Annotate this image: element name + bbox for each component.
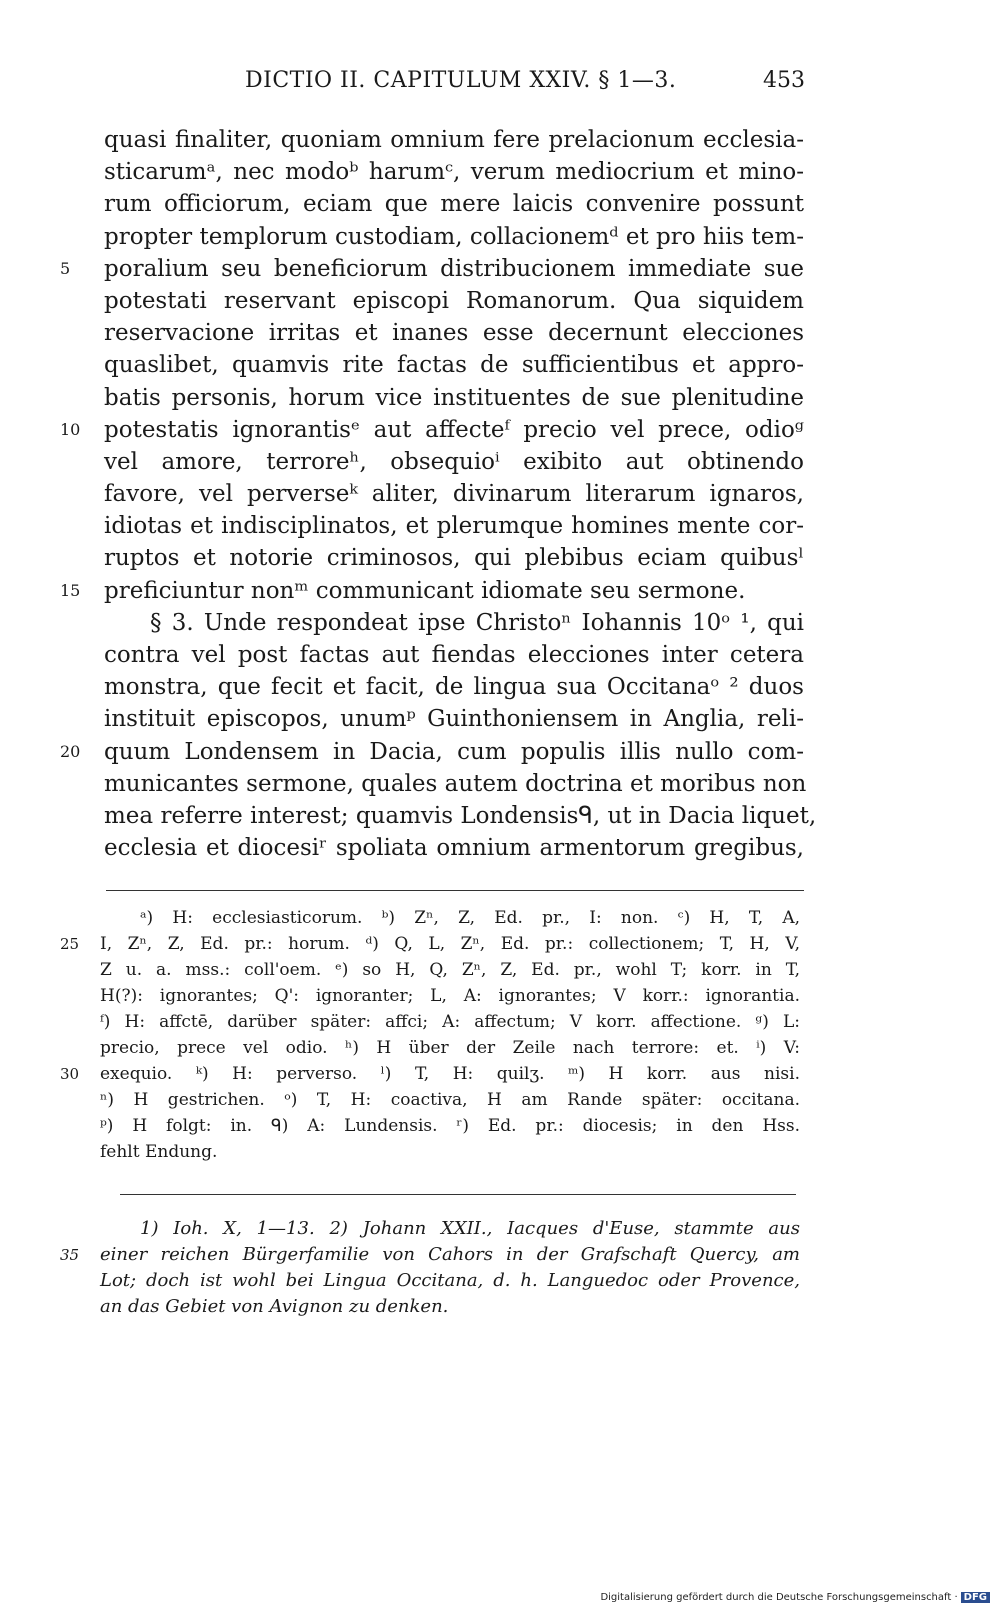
credit-text: Digitalisierung gefördert durch die Deutsche Forschungsgemeinschaft · — [600, 1592, 958, 1603]
apparatus-line — [100, 1139, 800, 1165]
dfg-logo: DFG — [961, 1592, 990, 1603]
line-text: an das Gebiet von Avignon zu denken. — [100, 1296, 449, 1317]
line-text: favore, vel perverseᵏ aliter, divinarum literarum ignaros, — [104, 481, 804, 508]
line-text: einer reichen Bürgerfamilie von Cahors in der Grafschaft Quercy, am — [100, 1244, 800, 1265]
line-text: Lot; doch ist wohl bei Lingua Occitana, d. h. Languedoc oder Provence, — [100, 1270, 800, 1291]
text-line — [104, 607, 804, 639]
line-text: monstra, que fecit et facit, de lingua sua Occitanaᵒ ² duos — [104, 674, 804, 701]
line-text: reservacione irritas et inanes esse decernunt elecciones — [104, 320, 804, 347]
text-line — [104, 478, 804, 510]
line-text: batis personis, horum vice instituentes de sue plenitudine — [104, 384, 804, 411]
line-text: quasi finaliter, quoniam omnium fere prelacionum ecclesia- — [104, 127, 804, 153]
line-text: sticarumᵃ, nec modoᵇ harumᶜ, verum mediocrium et mino- — [104, 159, 804, 186]
apparatus-line — [60, 931, 800, 957]
apparatus-line — [100, 1087, 800, 1113]
line-text: ᵃ) H: ecclesiasticorum. ᵇ) Zⁿ, Z, Ed. pr., I: non. ᶜ) H, T, A, — [140, 908, 800, 928]
main-text — [60, 124, 817, 864]
line-text: exequio. ᵏ) H: perverso. ˡ) T, H: quilʒ. ᵐ) H korr. aus nisi. — [100, 1064, 800, 1084]
apparatus-line — [100, 905, 800, 931]
text-line — [104, 446, 804, 478]
text-line — [104, 639, 804, 671]
line-number: 5 — [60, 258, 71, 278]
apparatus-line — [60, 1061, 800, 1087]
line-text: idiotas et indisciplinatos, et plerumque homines mente cor- — [104, 513, 804, 540]
line-text: preficiuntur nonᵐ communicant idiomate seu sermone. — [104, 577, 746, 604]
apparatus-divider — [106, 890, 804, 891]
apparatus-line — [100, 1009, 800, 1035]
line-text: ecclesia et diocesiʳ spoliata omnium armentorum gregibus, — [104, 835, 804, 862]
text-line — [104, 188, 804, 220]
footnote-line — [100, 1268, 800, 1294]
line-text: vel amore, terroreʰ, obsequioⁱ exibito aut obtinendo — [104, 448, 804, 475]
line-text: 1) Ioh. X, 1—13. 2) Johann XXII., Iacques d'Euse, stammte aus — [140, 1218, 800, 1239]
line-text: contra vel post factas aut fiendas elecciones inter cetera — [104, 642, 804, 668]
text-line — [60, 736, 804, 768]
line-text: Z u. a. mss.: coll'oem. ᵉ) so H, Q, Zⁿ, Z, Ed. pr., wohl T; korr. in T, — [100, 960, 800, 980]
digitization-credit — [600, 1592, 990, 1603]
text-line — [104, 349, 804, 381]
text-line — [104, 317, 804, 349]
line-text: ᵖ) H folgt: in. ᑫ) A: Lundensis. ʳ) Ed. pr.: diocesis; in den Hss. — [100, 1116, 800, 1136]
text-line — [104, 703, 804, 735]
apparatus-line — [100, 1113, 800, 1139]
text-line — [104, 221, 804, 253]
running-header — [245, 68, 805, 104]
line-number: 20 — [60, 741, 81, 761]
line-text: poralium seu beneficiorum distribucionem immediate sue — [104, 255, 804, 282]
line-text: precio, prece vel odio. ʰ) H über der Zeile nach terrore: et. ⁱ) V: — [100, 1038, 800, 1058]
line-text: H(?): ignorantes; Q': ignoranter; L, A: ignorantes; V korr.: ignorantia. — [100, 986, 800, 1006]
line-text: fehlt Endung. — [100, 1142, 218, 1162]
text-line — [60, 575, 804, 607]
apparatus-line — [100, 1035, 800, 1061]
line-text: propter templorum custodiam, collacionemᵈ et pro hiis tem- — [104, 223, 804, 250]
text-line — [104, 510, 804, 542]
text-line — [104, 285, 804, 317]
running-title: DICTIO II. CAPITULUM XXIV. § 1—3. — [245, 68, 677, 93]
text-line — [104, 542, 804, 574]
line-text: mea referre interest; quamvis Londensisᑫ, ut in Dacia liquet, — [104, 802, 817, 829]
line-text: I, Zⁿ, Z, Ed. pr.: horum. ᵈ) Q, L, Zⁿ, Ed. pr.: collectionem; T, H, V, — [100, 934, 800, 954]
text-line — [104, 156, 804, 188]
footnote-line — [60, 1242, 800, 1268]
text-line — [104, 382, 804, 414]
line-text: quum Londensem in Dacia, cum populis illis nullo com- — [104, 738, 804, 765]
critical-apparatus — [60, 905, 800, 1165]
line-text: potestatis ignorantisᵉ aut affecteᶠ precio vel prece, odioᵍ — [104, 416, 804, 443]
line-text: rum officiorum, eciam que mere laicis convenire possunt — [104, 191, 804, 218]
line-text: § 3. Unde respondeat ipse Christoⁿ Iohannis 10ᵒ ¹, qui — [150, 609, 804, 636]
text-line — [60, 414, 804, 446]
footnote-line — [100, 1216, 800, 1242]
line-text: municantes sermone, quales autem doctrina et moribus non — [104, 770, 807, 797]
line-number: 35 — [60, 1246, 80, 1264]
apparatus-line — [100, 983, 800, 1009]
page-number: 453 — [763, 68, 805, 93]
line-number: 25 — [60, 935, 80, 953]
text-line — [60, 253, 804, 285]
text-line — [104, 800, 817, 832]
line-text: quaslibet, quamvis rite factas de sufficientibus et appro- — [104, 352, 804, 379]
text-line — [104, 124, 804, 156]
text-line — [104, 671, 804, 703]
line-text: potestati reservant episcopi Romanorum. Qua siquidem — [104, 287, 804, 314]
apparatus-line — [100, 957, 800, 983]
line-text: ⁿ) H gestrichen. ᵒ) T, H: coactiva, H am Rande später: occitana. — [100, 1090, 800, 1110]
footnote-divider — [120, 1194, 796, 1195]
footnote-line — [100, 1294, 800, 1320]
line-text: ruptos et notorie criminosos, qui plebibus eciam quibusˡ — [104, 545, 804, 572]
footnotes — [60, 1216, 800, 1320]
line-text: ᶠ) H: affctē, darüber später: affci; A: affectum; V korr. affectione. ᵍ) L: — [100, 1012, 800, 1032]
line-number: 30 — [60, 1065, 80, 1083]
line-text: instituit episcopos, unumᵖ Guinthoniensem in Anglia, reli- — [104, 706, 804, 733]
line-number: 10 — [60, 419, 81, 439]
text-line — [104, 832, 804, 864]
text-line — [104, 768, 807, 800]
line-number: 15 — [60, 580, 81, 600]
